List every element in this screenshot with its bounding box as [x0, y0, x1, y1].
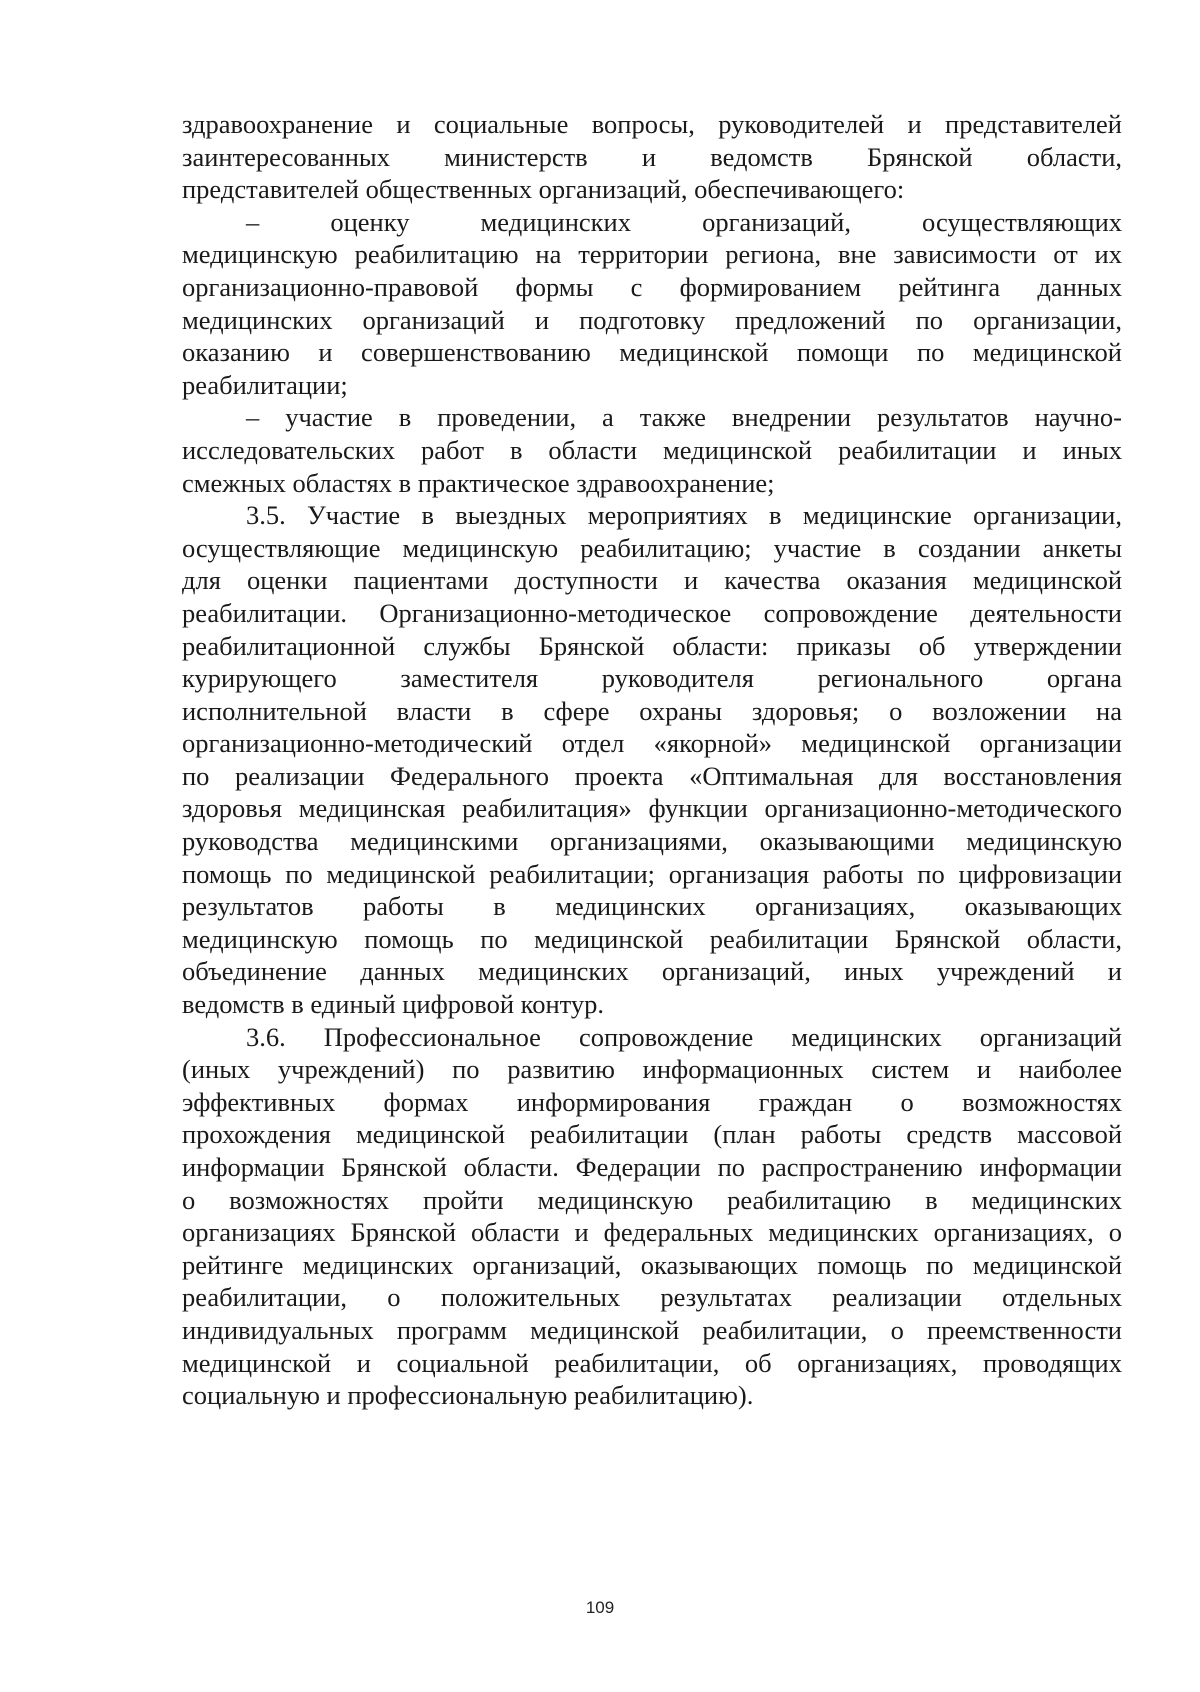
text-line: ведомств в единый цифровой контур.	[182, 989, 604, 1020]
text-line: реабилитации;	[182, 369, 348, 400]
text-line: эффективных формах информирования граждан о возможностях	[182, 1086, 1122, 1117]
text-line: 3.6. Профессиональное сопровождение медицинских организаций	[246, 1021, 1122, 1052]
page-number: 109	[585, 1598, 615, 1617]
text-line: прохождения медицинской реабилитации (план работы средств массовой	[182, 1119, 1122, 1150]
text-line: информации Брянской области. Федерации по распространению информации	[182, 1152, 1122, 1182]
text-line: реабилитации, о положительных результатах реализации отдельных	[182, 1282, 1122, 1313]
text-line: индивидуальных программ медицинской реабилитации, о преемственности	[182, 1314, 1122, 1345]
text-line: руководства медицинскими организациями, оказывающими медицинскую	[182, 826, 1122, 857]
text-line: заинтересованных министерств и ведомств Брянской области,	[182, 141, 1122, 172]
text-line: социальную и профессиональную реабилитацию).	[182, 1380, 754, 1411]
text-line: представителей общественных организаций, обеспечивающего:	[182, 174, 905, 205]
text-line: организационно-правовой формы с формированием рейтинга данных	[182, 271, 1122, 302]
text-line: здравоохранение и социальные вопросы, руководителей и представителей	[182, 109, 1122, 139]
text-line: оказанию и совершенствованию медицинской помощи по медицинской	[182, 337, 1122, 368]
text-line: здоровья медицинская реабилитация» функции организационно-методического	[182, 793, 1122, 824]
text-line: 3.5. Участие в выездных мероприятиях в медицинские организации,	[246, 500, 1122, 531]
text-line: исследовательских работ в области медицинской реабилитации и иных	[182, 434, 1122, 465]
text-line: для оценки пациентами доступности и качества оказания медицинской	[182, 565, 1122, 596]
text-line: медицинскую помощь по медицинской реабилитации Брянской области,	[182, 923, 1122, 954]
text-line: о возможностях пройти медицинскую реабилитацию в медицинских	[182, 1184, 1122, 1215]
text-line: реабилитационной службы Брянской области: приказы об утверждении	[182, 630, 1122, 661]
text-line: медицинской и социальной реабилитации, об организациях, проводящих	[182, 1347, 1122, 1378]
text-line: организациях Брянской области и федеральных медицинских организациях, о	[182, 1217, 1122, 1248]
text-line: рейтинге медицинских организаций, оказывающих помощь по медицинской	[182, 1249, 1122, 1280]
text-line: медицинскую реабилитацию на территории региона, вне зависимости от их	[182, 239, 1122, 270]
text-line: осуществляющие медицинскую реабилитацию; участие в создании анкеты	[182, 532, 1122, 563]
text-line: реабилитации. Организационно-методическое сопровождение деятельности	[182, 597, 1122, 628]
text-line: объединение данных медицинских организаций, иных учреждений и	[182, 956, 1122, 987]
text-line: (иных учреждений) по развитию информационных систем и наиболее	[182, 1054, 1122, 1085]
text-line: организационно-методический отдел «якорной» медицинской организации	[182, 728, 1122, 759]
text-line: курирующего заместителя руководителя регионального органа	[182, 663, 1122, 694]
text-line: по реализации Федерального проекта «Оптимальная для восстановления	[182, 760, 1122, 791]
text-line: смежных областях в практическое здравоохранение;	[182, 467, 775, 498]
text-line: – участие в проведении, а также внедрении результатов научно-	[246, 402, 1122, 433]
document-body-text	[182, 108, 1122, 1412]
text-line: результатов работы в медицинских организациях, оказывающих	[182, 891, 1122, 922]
text-line: медицинских организаций и подготовку предложений по организации,	[182, 304, 1122, 335]
text-line: – оценку медицинских организаций, осуществляющих	[246, 206, 1122, 237]
text-line: помощь по медицинской реабилитации; организация работы по цифровизации	[182, 858, 1122, 889]
text-line: исполнительной власти в сфере охраны здоровья; о возложении на	[182, 695, 1122, 726]
